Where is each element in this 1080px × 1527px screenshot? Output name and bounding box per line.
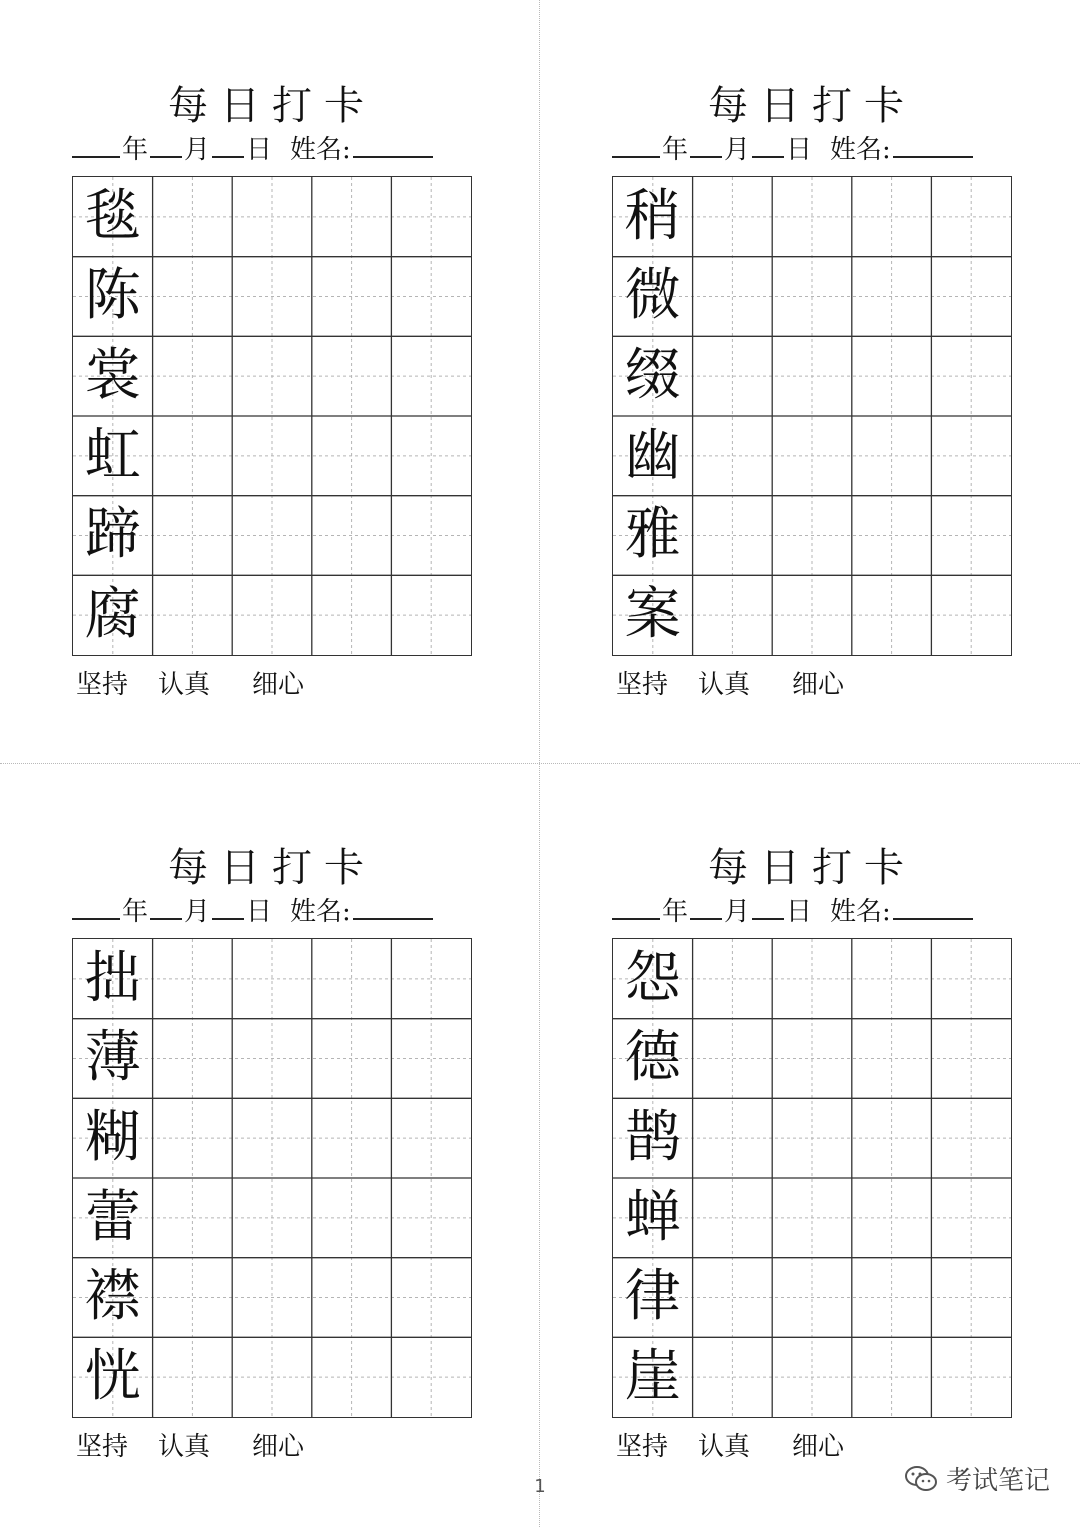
model-character: 雅 bbox=[624, 502, 681, 568]
model-character: 崖 bbox=[624, 1344, 681, 1410]
model-character: 薄 bbox=[84, 1025, 141, 1091]
model-character-cell bbox=[73, 939, 153, 1019]
model-character: 怨 bbox=[624, 945, 681, 1011]
card-title: 每日打卡 bbox=[168, 845, 376, 891]
date-name-line bbox=[72, 894, 472, 930]
name-blank[interactable] bbox=[893, 894, 973, 920]
model-character: 律 bbox=[624, 1264, 681, 1330]
name-label: 姓名: bbox=[830, 135, 891, 165]
model-character-cell bbox=[613, 1178, 693, 1258]
model-character-cell bbox=[73, 1178, 153, 1258]
model-character-cell bbox=[613, 1098, 693, 1178]
wechat-icon bbox=[904, 1464, 938, 1494]
practice-card bbox=[72, 842, 512, 1482]
model-character: 糊 bbox=[84, 1105, 141, 1171]
year-label: 年 bbox=[122, 135, 149, 165]
horizontal-cut-line bbox=[0, 763, 1080, 764]
year-label: 年 bbox=[662, 897, 689, 927]
tianzige-grid bbox=[72, 938, 472, 1418]
date-name-line bbox=[72, 132, 472, 168]
model-character-cell bbox=[73, 257, 153, 337]
footer-motto: 细心 bbox=[252, 1432, 305, 1462]
model-character: 鹊 bbox=[624, 1105, 681, 1171]
month-blank[interactable] bbox=[690, 894, 722, 920]
model-character-cell bbox=[613, 416, 693, 496]
tianzige-grid bbox=[612, 938, 1012, 1418]
month-label: 月 bbox=[724, 135, 751, 165]
footer-motto: 认真 bbox=[158, 1432, 211, 1462]
model-character-cell bbox=[73, 1019, 153, 1099]
month-label: 月 bbox=[184, 135, 211, 165]
date-name-line bbox=[612, 894, 1012, 930]
year-blank[interactable] bbox=[72, 132, 120, 158]
day-label: 日 bbox=[786, 897, 813, 927]
practice-card bbox=[612, 842, 1052, 1482]
model-character-cell bbox=[73, 1258, 153, 1338]
model-character: 陈 bbox=[84, 263, 141, 329]
card-title: 每日打卡 bbox=[708, 83, 916, 129]
model-character: 拙 bbox=[84, 945, 141, 1011]
model-character-cell bbox=[73, 575, 153, 655]
model-character-cell bbox=[613, 177, 693, 257]
day-label: 日 bbox=[786, 135, 813, 165]
model-character-cell bbox=[613, 496, 693, 576]
card-footer bbox=[616, 668, 1016, 702]
model-character: 案 bbox=[624, 582, 681, 648]
model-character: 裳 bbox=[84, 343, 141, 409]
card-footer bbox=[76, 1430, 476, 1464]
year-blank[interactable] bbox=[612, 894, 660, 920]
watermark-text: 考试笔记 bbox=[945, 1466, 1050, 1496]
footer-motto: 坚持 bbox=[76, 670, 129, 700]
model-character-cell bbox=[613, 1337, 693, 1417]
footer-motto: 认真 bbox=[698, 670, 751, 700]
model-character-cell bbox=[73, 416, 153, 496]
year-blank[interactable] bbox=[72, 894, 120, 920]
tianzige-grid bbox=[72, 176, 472, 656]
footer-motto: 细心 bbox=[792, 670, 845, 700]
month-blank[interactable] bbox=[150, 894, 182, 920]
name-label: 姓名: bbox=[830, 897, 891, 927]
day-blank[interactable] bbox=[752, 132, 784, 158]
model-character: 毯 bbox=[84, 183, 141, 249]
model-character: 微 bbox=[624, 263, 681, 329]
model-character-cell bbox=[73, 1337, 153, 1417]
tianzige-grid bbox=[612, 176, 1012, 656]
month-label: 月 bbox=[184, 897, 211, 927]
day-blank[interactable] bbox=[752, 894, 784, 920]
name-blank[interactable] bbox=[353, 894, 433, 920]
name-blank[interactable] bbox=[353, 132, 433, 158]
date-name-line bbox=[612, 132, 1012, 168]
day-blank[interactable] bbox=[212, 132, 244, 158]
watermark bbox=[904, 1460, 1050, 1497]
model-character-cell bbox=[613, 939, 693, 1019]
model-character: 襟 bbox=[84, 1264, 141, 1330]
model-character: 蕾 bbox=[84, 1184, 141, 1250]
model-character-cell bbox=[613, 257, 693, 337]
model-character: 蝉 bbox=[624, 1184, 681, 1250]
day-label: 日 bbox=[246, 897, 273, 927]
model-character-cell bbox=[613, 575, 693, 655]
model-character-cell bbox=[73, 496, 153, 576]
model-character: 稍 bbox=[624, 183, 681, 249]
model-character-cell bbox=[613, 1258, 693, 1338]
name-blank[interactable] bbox=[893, 132, 973, 158]
year-label: 年 bbox=[662, 135, 689, 165]
year-label: 年 bbox=[122, 897, 149, 927]
model-character: 蹄 bbox=[84, 502, 141, 568]
name-label: 姓名: bbox=[290, 135, 351, 165]
month-label: 月 bbox=[724, 897, 751, 927]
footer-motto: 细心 bbox=[792, 1432, 845, 1462]
model-character-cell bbox=[613, 336, 693, 416]
month-blank[interactable] bbox=[690, 132, 722, 158]
footer-motto: 坚持 bbox=[76, 1432, 129, 1462]
card-footer bbox=[76, 668, 476, 702]
card-title: 每日打卡 bbox=[708, 845, 916, 891]
card-footer bbox=[616, 1430, 1016, 1464]
footer-motto: 认真 bbox=[698, 1432, 751, 1462]
model-character: 腐 bbox=[84, 582, 141, 648]
day-blank[interactable] bbox=[212, 894, 244, 920]
page-number: 1 bbox=[534, 1476, 546, 1497]
card-title: 每日打卡 bbox=[168, 83, 376, 129]
month-blank[interactable] bbox=[150, 132, 182, 158]
model-character: 幽 bbox=[624, 422, 681, 488]
model-character-cell bbox=[73, 177, 153, 257]
day-label: 日 bbox=[246, 135, 273, 165]
model-character: 缀 bbox=[624, 343, 681, 409]
footer-motto: 坚持 bbox=[616, 670, 669, 700]
model-character-cell bbox=[73, 336, 153, 416]
footer-motto: 坚持 bbox=[616, 1432, 669, 1462]
practice-card bbox=[612, 80, 1052, 720]
model-character: 德 bbox=[624, 1025, 681, 1091]
footer-motto: 认真 bbox=[158, 670, 211, 700]
year-blank[interactable] bbox=[612, 132, 660, 158]
model-character: 恍 bbox=[84, 1344, 141, 1410]
name-label: 姓名: bbox=[290, 897, 351, 927]
footer-motto: 细心 bbox=[252, 670, 305, 700]
model-character: 虹 bbox=[84, 422, 141, 488]
practice-card bbox=[72, 80, 512, 720]
model-character-cell bbox=[613, 1019, 693, 1099]
model-character-cell bbox=[73, 1098, 153, 1178]
